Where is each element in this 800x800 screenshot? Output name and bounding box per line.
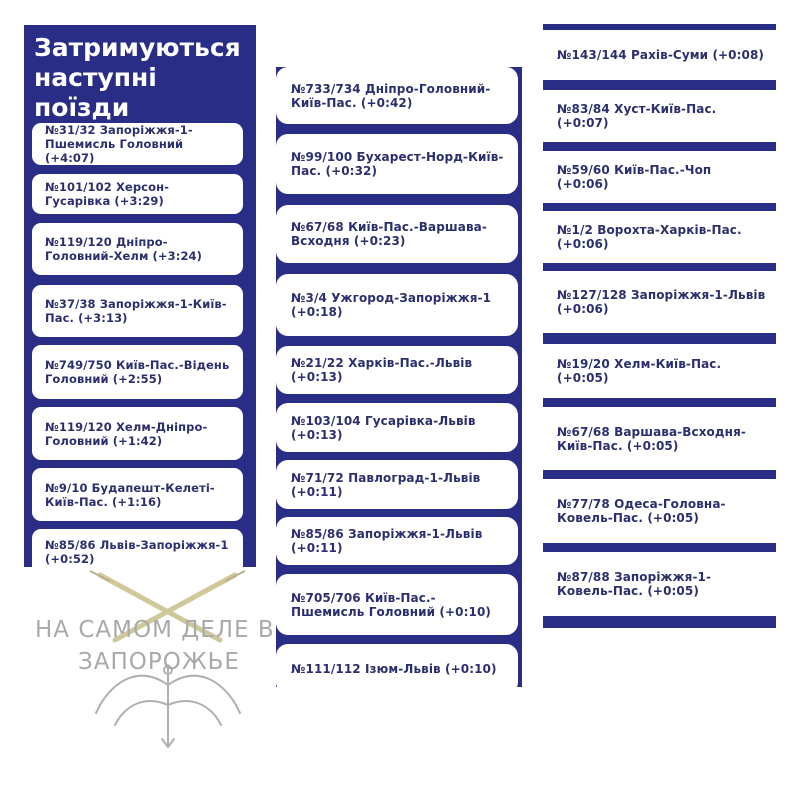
train-card: №9/10 Будапешт-Келеті-Київ-Пас. (+1:16) bbox=[32, 468, 243, 521]
delayed-trains-panel-3 bbox=[543, 24, 776, 628]
train-card: №111/112 Ізюм-Львів (+0:10) bbox=[276, 644, 518, 687]
train-card: №19/20 Хелм-Київ-Пас. (+0:05) bbox=[543, 344, 776, 398]
watermark-line-2: ЗАПОРОЖЬЕ bbox=[78, 649, 240, 675]
train-card: №101/102 Херсон-Гусарівка (+3:29) bbox=[32, 174, 243, 214]
watermark-logo bbox=[30, 565, 310, 755]
train-card: №103/104 Гусарівка-Львів (+0:13) bbox=[276, 403, 518, 452]
train-card: №99/100 Бухарест-Норд-Київ-Пас. (+0:32) bbox=[276, 134, 518, 194]
train-card: №85/86 Львів-Запоріжжя-1 (+0:52) bbox=[32, 529, 243, 567]
train-card: №3/4 Ужгород-Запоріжжя-1 (+0:18) bbox=[276, 274, 518, 336]
train-card: №31/32 Запоріжжя-1-Пшемисль Головний (+4:07) bbox=[32, 123, 243, 165]
train-card: №127/128 Запоріжжя-1-Львів (+0:06) bbox=[543, 271, 776, 333]
train-card: №77/78 Одеса-Головна-Ковель-Пас. (+0:05) bbox=[543, 479, 776, 543]
train-card: №21/22 Харків-Пас.-Львів (+0:13) bbox=[276, 346, 518, 394]
train-card: №733/734 Дніпро-Головний-Київ-Пас. (+0:42) bbox=[276, 67, 518, 124]
train-card: №119/120 Хелм-Дніпро-Головний (+1:42) bbox=[32, 407, 243, 460]
train-card: №1/2 Ворохта-Харків-Пас. (+0:06) bbox=[543, 211, 776, 263]
train-card: №85/86 Запоріжжя-1-Львів (+0:11) bbox=[276, 517, 518, 565]
page-title: Затримуються наступні поїзди bbox=[34, 33, 241, 122]
train-card: №67/68 Київ-Пас.-Варшава-Всходня (+0:23) bbox=[276, 205, 518, 263]
train-card: №83/84 Хуст-Київ-Пас. (+0:07) bbox=[543, 90, 776, 142]
train-card: №67/68 Варшава-Всходня-Київ-Пас. (+0:05) bbox=[543, 407, 776, 470]
watermark-line-1: НА САМОМ ДЕЛЕ В bbox=[35, 617, 275, 643]
train-card: №705/706 Київ-Пас.-Пшемисль Головний (+0:10) bbox=[276, 574, 518, 635]
train-card: №749/750 Київ-Пас.-Відень Головний (+2:55) bbox=[32, 345, 243, 399]
delayed-trains-panel-1 bbox=[24, 25, 256, 567]
train-card: №143/144 Рахів-Суми (+0:08) bbox=[543, 30, 776, 80]
delayed-trains-panel-2 bbox=[276, 67, 522, 687]
train-card: №87/88 Запоріжжя-1-Ковель-Пас. (+0:05) bbox=[543, 552, 776, 616]
train-card: №37/38 Запоріжжя-1-Київ-Пас. (+3:13) bbox=[32, 285, 243, 337]
train-card: №59/60 Київ-Пас.-Чоп (+0:06) bbox=[543, 151, 776, 203]
train-card: №71/72 Павлоград-1-Львів (+0:11) bbox=[276, 460, 518, 509]
train-card: №119/120 Дніпро-Головний-Хелм (+3:24) bbox=[32, 223, 243, 275]
